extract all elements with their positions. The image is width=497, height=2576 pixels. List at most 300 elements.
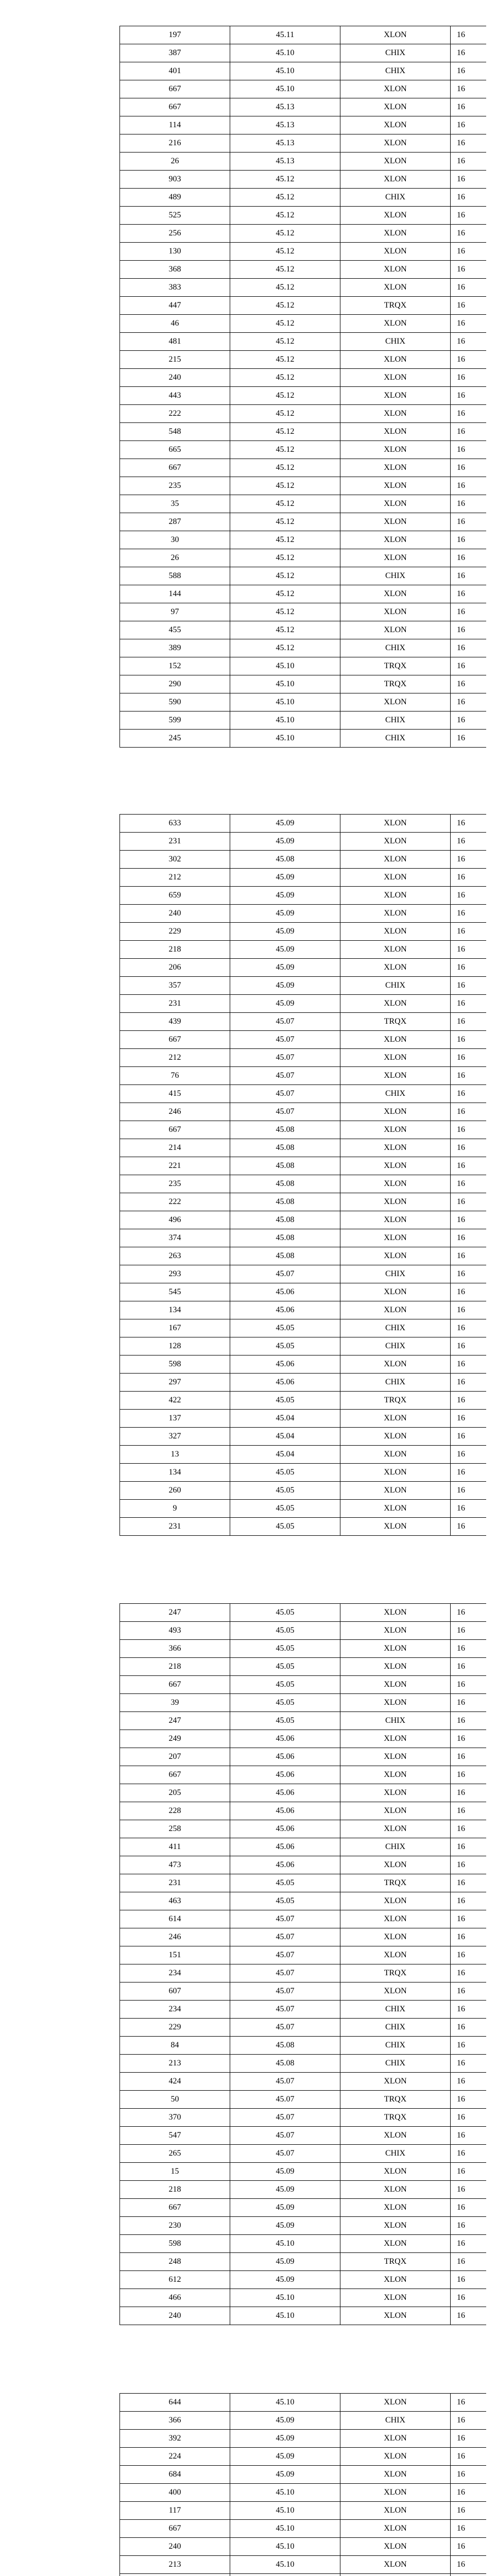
time-cell: 16	[451, 2502, 487, 2520]
venue-cell: CHIX	[340, 977, 451, 995]
time-cell: 16	[451, 2091, 487, 2109]
venue-cell: CHIX	[340, 1337, 451, 1355]
price-cell: 45.05	[230, 1500, 340, 1518]
venue-cell: XLON	[340, 693, 451, 711]
volume-cell: 290	[120, 675, 230, 693]
venue-cell: XLON	[340, 1748, 451, 1766]
table-row	[120, 1265, 487, 1283]
price-cell: 45.10	[230, 2235, 340, 2253]
price-cell: 45.09	[230, 815, 340, 833]
time-cell: 16	[451, 2466, 487, 2484]
venue-cell: XLON	[340, 2289, 451, 2307]
table-row	[120, 2019, 487, 2037]
volume-cell: 231	[120, 1874, 230, 1892]
price-cell: 45.04	[230, 1446, 340, 1464]
price-cell: 45.12	[230, 351, 340, 369]
price-cell: 45.09	[230, 2217, 340, 2235]
volume-cell: 207	[120, 1748, 230, 1766]
venue-cell: XLON	[340, 1067, 451, 1085]
time-cell: 16	[457, 2311, 465, 2320]
venue-cell: XLON	[340, 1229, 451, 1247]
volume-cell: 248	[120, 2253, 230, 2271]
price-cell: 45.07	[230, 1265, 340, 1283]
volume-cell: 607	[120, 1982, 230, 2001]
volume-cell: 213	[120, 2556, 230, 2574]
time-cell: 16	[451, 2055, 487, 2073]
table-row	[120, 711, 487, 730]
table-row	[120, 423, 487, 441]
venue-cell: XLON	[340, 1031, 451, 1049]
price-cell: 45.05	[230, 1622, 340, 1640]
table-row	[120, 1518, 487, 1536]
time-cell: 16	[451, 1301, 487, 1319]
price-cell: 45.05	[230, 1640, 340, 1658]
price-cell: 45.09	[230, 2181, 340, 2199]
table-row	[120, 1103, 487, 1121]
time-cell: 16	[451, 1874, 487, 1892]
time-cell: 16	[451, 1640, 487, 1658]
time-cell: 16	[451, 1157, 487, 1175]
venue-cell: XLON	[340, 1211, 451, 1229]
price-cell: 45.08	[230, 1211, 340, 1229]
table-row	[120, 2289, 487, 2307]
venue-cell: XLON	[340, 1640, 451, 1658]
venue-cell: TRQX	[340, 297, 451, 315]
table-row	[120, 1193, 487, 1211]
table-row	[120, 959, 487, 977]
price-cell: 45.10	[230, 675, 340, 693]
table-row	[120, 887, 487, 905]
table-row	[120, 1604, 487, 1622]
volume-cell: 117	[120, 2502, 230, 2520]
price-cell: 45.12	[230, 405, 340, 423]
table-row	[120, 1640, 487, 1658]
venue-cell: XLON	[340, 1802, 451, 1820]
time-cell: 16	[451, 2073, 487, 2091]
volume-cell: 297	[120, 1374, 230, 1392]
table-row	[120, 1964, 487, 1982]
table-row	[120, 62, 487, 80]
venue-cell: XLON	[340, 1157, 451, 1175]
venue-cell: CHIX	[340, 333, 451, 351]
price-cell: 45.09	[230, 869, 340, 887]
volume-cell: 667	[120, 459, 230, 477]
price-cell: 45.07	[230, 1982, 340, 2001]
table-row	[120, 1374, 487, 1392]
table-row	[120, 1283, 487, 1301]
time-cell: 16	[451, 1446, 487, 1464]
time-cell: 16	[451, 495, 487, 513]
price-cell: 45.10	[230, 2394, 340, 2412]
time-cell: 16	[451, 441, 487, 459]
volume-cell: 50	[120, 2091, 230, 2109]
volume-cell: 590	[120, 693, 230, 711]
venue-cell: TRQX	[340, 675, 451, 693]
price-cell: 45.13	[230, 134, 340, 152]
price-cell: 45.08	[230, 851, 340, 869]
venue-cell: XLON	[340, 2199, 451, 2217]
venue-cell: XLON	[340, 2271, 451, 2289]
venue-cell: XLON	[340, 815, 451, 833]
table-row	[120, 1856, 487, 1874]
time-cell: 16	[451, 869, 487, 887]
volume-cell: 197	[120, 26, 230, 44]
table-row	[120, 1748, 487, 1766]
price-cell: 45.07	[230, 2019, 340, 2037]
price-cell: 45.12	[230, 369, 340, 387]
time-cell: 16	[451, 2520, 487, 2538]
time-cell: 16	[451, 905, 487, 923]
time-cell: 16	[451, 207, 487, 225]
table-row	[120, 1730, 487, 1748]
time-cell: 16	[451, 1031, 487, 1049]
venue-cell: XLON	[340, 116, 451, 134]
time-cell: 16	[451, 657, 487, 675]
venue-cell: TRQX	[340, 1964, 451, 1982]
volume-cell: 368	[120, 261, 230, 279]
volume-cell: 387	[120, 44, 230, 62]
volume-cell: 134	[120, 1301, 230, 1319]
price-cell: 45.10	[230, 2520, 340, 2538]
price-cell: 45.06	[230, 1748, 340, 1766]
price-cell: 45.10	[230, 657, 340, 675]
price-cell: 45.07	[230, 1049, 340, 1067]
venue-cell: XLON	[340, 98, 451, 116]
table-row	[120, 549, 487, 567]
volume-cell: 144	[120, 585, 230, 603]
venue-cell: XLON	[340, 1928, 451, 1946]
volume-cell: 525	[120, 207, 230, 225]
price-cell: 45.12	[230, 261, 340, 279]
volume-cell: 443	[120, 387, 230, 405]
volume-cell: 293	[120, 1265, 230, 1283]
venue-cell: XLON	[340, 905, 451, 923]
time-cell: 16	[451, 675, 487, 693]
time-cell: 16	[451, 1838, 487, 1856]
price-cell: 45.10	[230, 2502, 340, 2520]
trade-table-page-3	[119, 1603, 486, 2325]
table-row	[120, 1784, 487, 1802]
table-row	[120, 1766, 487, 1784]
venue-cell: XLON	[340, 1410, 451, 1428]
venue-cell: CHIX	[340, 1085, 451, 1103]
price-cell: 45.06	[230, 1730, 340, 1748]
price-cell: 45.09	[230, 941, 340, 959]
venue-cell: TRQX	[340, 1013, 451, 1031]
time-cell: 16	[451, 711, 487, 730]
venue-cell: XLON	[340, 495, 451, 513]
table-row	[120, 1085, 487, 1103]
price-cell: 45.12	[230, 243, 340, 261]
time-cell: 16	[451, 1946, 487, 1964]
venue-cell: XLON	[340, 923, 451, 941]
venue-cell: XLON	[340, 1856, 451, 1874]
table-row	[120, 531, 487, 549]
table-row	[120, 2199, 487, 2217]
volume-cell: 424	[120, 2073, 230, 2091]
price-cell: 45.12	[230, 297, 340, 315]
volume-cell: 222	[120, 405, 230, 423]
time-cell: 16	[451, 1928, 487, 1946]
volume-cell: 218	[120, 1658, 230, 1676]
time-cell: 16	[451, 116, 487, 134]
volume-cell: 370	[120, 2109, 230, 2127]
time-cell: 16	[451, 995, 487, 1013]
venue-cell: XLON	[340, 959, 451, 977]
price-cell: 45.07	[230, 1964, 340, 1982]
venue-cell: XLON	[340, 2520, 451, 2538]
time-cell: 16	[451, 315, 487, 333]
venue-cell: TRQX	[340, 657, 451, 675]
price-cell: 45.12	[230, 423, 340, 441]
price-cell: 45.06	[230, 1802, 340, 1820]
price-cell: 45.07	[230, 1013, 340, 1031]
price-cell: 45.09	[230, 923, 340, 941]
volume-cell: 240	[120, 2538, 230, 2556]
venue-cell: XLON	[340, 1301, 451, 1319]
venue-cell: XLON	[340, 531, 451, 549]
table-row	[120, 2574, 487, 2576]
venue-cell: XLON	[340, 477, 451, 495]
volume-cell: 229	[120, 2019, 230, 2037]
time-cell: 16	[451, 2289, 487, 2307]
price-cell: 45.09	[230, 2412, 340, 2430]
table-row	[120, 2412, 487, 2430]
volume-cell: 547	[120, 2127, 230, 2145]
time-cell: 16	[451, 815, 487, 833]
volume-cell: 26	[120, 152, 230, 171]
venue-cell: XLON	[340, 369, 451, 387]
time-cell: 16	[451, 189, 487, 207]
time-cell: 16	[451, 1604, 487, 1622]
volume-cell: 473	[120, 1856, 230, 1874]
table-row	[120, 225, 487, 243]
time-cell: 16	[451, 2484, 487, 2502]
venue-cell: CHIX	[340, 1712, 451, 1730]
volume-cell: 229	[120, 923, 230, 941]
time-cell: 16	[451, 1784, 487, 1802]
volume-cell: 357	[120, 977, 230, 995]
price-cell: 45.09	[230, 887, 340, 905]
price-cell: 45.12	[230, 315, 340, 333]
venue-cell: XLON	[340, 1658, 451, 1676]
volume-cell: 137	[120, 1410, 230, 1428]
volume-cell: 216	[120, 134, 230, 152]
price-cell: 45.06	[230, 1856, 340, 1874]
price-cell: 45.09	[230, 977, 340, 995]
venue-cell: XLON	[340, 833, 451, 851]
venue-cell: XLON	[340, 1730, 451, 1748]
table-row	[120, 1712, 487, 1730]
table-row	[120, 639, 487, 657]
volume-cell: 249	[120, 1730, 230, 1748]
price-cell: 45.12	[230, 387, 340, 405]
venue-cell: CHIX	[340, 711, 451, 730]
volume-cell: 224	[120, 2448, 230, 2466]
price-cell: 45.09	[230, 2199, 340, 2217]
price-cell: 45.10	[230, 711, 340, 730]
price-cell: 45.09	[230, 995, 340, 1013]
volume-cell: 221	[120, 1157, 230, 1175]
venue-cell: CHIX	[340, 62, 451, 80]
time-cell: 16	[451, 941, 487, 959]
price-cell: 45.10	[230, 693, 340, 711]
table-row	[120, 869, 487, 887]
time-cell: 16	[451, 2556, 487, 2574]
table-row	[120, 730, 487, 748]
volume-cell: 263	[120, 1247, 230, 1265]
table-row	[120, 2271, 487, 2289]
table-row	[120, 2466, 487, 2484]
time-cell: 16	[451, 80, 487, 98]
price-cell: 45.05	[230, 1464, 340, 1482]
volume-cell: 97	[120, 603, 230, 621]
table-row	[120, 1946, 487, 1964]
price-cell: 45.12	[230, 207, 340, 225]
time-cell: 16	[451, 1067, 487, 1085]
volume-cell: 235	[120, 477, 230, 495]
table-row	[120, 1838, 487, 1856]
time-cell: 16	[451, 1374, 487, 1392]
time-cell: 16	[451, 1283, 487, 1301]
venue-cell: CHIX	[340, 639, 451, 657]
table-row	[120, 1500, 487, 1518]
time-cell: 16	[451, 1175, 487, 1193]
price-cell: 45.10	[230, 2307, 340, 2325]
venue-cell: XLON	[340, 1121, 451, 1139]
time-cell: 16	[451, 1500, 487, 1518]
venue-cell: XLON	[340, 1766, 451, 1784]
volume-cell: 588	[120, 567, 230, 585]
volume-cell: 15	[120, 2163, 230, 2181]
table-row	[120, 1211, 487, 1229]
venue-cell: XLON	[340, 2448, 451, 2466]
time-cell: 16	[451, 2181, 487, 2199]
venue-cell: XLON	[340, 2466, 451, 2484]
volume-cell: 667	[120, 1031, 230, 1049]
time-cell: 16	[451, 1766, 487, 1784]
table-row	[120, 1175, 487, 1193]
time-cell: 16	[451, 1121, 487, 1139]
volume-cell: 415	[120, 1085, 230, 1103]
time-cell: 16	[451, 225, 487, 243]
venue-cell: CHIX	[340, 730, 451, 748]
table-row	[120, 2127, 487, 2145]
volume-cell: 374	[120, 1229, 230, 1247]
price-cell: 45.10	[230, 2289, 340, 2307]
volume-cell: 215	[120, 351, 230, 369]
venue-cell: XLON	[340, 513, 451, 531]
volume-cell: 240	[120, 905, 230, 923]
time-cell: 16	[451, 977, 487, 995]
time-cell: 16	[451, 2001, 487, 2019]
table-row	[120, 851, 487, 869]
time-cell: 16	[451, 2163, 487, 2181]
volume-cell: 400	[120, 2484, 230, 2502]
volume-cell: 903	[120, 171, 230, 189]
price-cell: 45.08	[230, 1139, 340, 1157]
venue-cell: XLON	[340, 869, 451, 887]
price-cell: 45.09	[230, 959, 340, 977]
volume-cell: 206	[120, 959, 230, 977]
time-cell: 16	[451, 279, 487, 297]
volume-cell: 114	[120, 116, 230, 134]
venue-cell: XLON	[340, 2394, 451, 2412]
venue-cell: CHIX	[340, 1374, 451, 1392]
table-row	[120, 905, 487, 923]
time-cell: 16	[451, 959, 487, 977]
venue-cell: XLON	[340, 1139, 451, 1157]
table-row	[120, 1319, 487, 1337]
venue-cell: XLON	[340, 1103, 451, 1121]
table-row	[120, 261, 487, 279]
time-cell: 16	[451, 1193, 487, 1211]
venue-cell: XLON	[340, 26, 451, 44]
time-cell: 16	[451, 1319, 487, 1337]
time-cell: 16	[451, 297, 487, 315]
venue-cell: XLON	[340, 887, 451, 905]
price-cell: 45.07	[230, 1946, 340, 1964]
price-cell: 45.06	[230, 1355, 340, 1374]
venue-cell: XLON	[340, 1892, 451, 1910]
venue-cell: XLON	[340, 1622, 451, 1640]
venue-cell: XLON	[340, 2307, 451, 2325]
venue-cell: CHIX	[340, 2412, 451, 2430]
time-cell: 16	[451, 152, 487, 171]
time-cell: 16	[451, 1085, 487, 1103]
volume-cell: 302	[120, 851, 230, 869]
volume-cell: 447	[120, 297, 230, 315]
volume-cell: 245	[120, 730, 230, 748]
table-row	[120, 815, 487, 833]
time-cell: 16	[451, 531, 487, 549]
venue-cell: XLON	[340, 549, 451, 567]
table-row	[120, 2307, 487, 2325]
time-cell: 16	[451, 2235, 487, 2253]
time-cell: 16	[451, 585, 487, 603]
price-cell: 45.12	[230, 189, 340, 207]
venue-cell: XLON	[340, 603, 451, 621]
table-row	[120, 1157, 487, 1175]
price-cell: 45.05	[230, 1658, 340, 1676]
venue-cell: XLON	[340, 1946, 451, 1964]
table-row	[120, 26, 487, 44]
volume-cell: 39	[120, 1694, 230, 1712]
price-cell: 45.05	[230, 1874, 340, 1892]
venue-cell: CHIX	[340, 567, 451, 585]
volume-cell: 228	[120, 1802, 230, 1820]
venue-cell: XLON	[340, 2484, 451, 2502]
volume-cell: 383	[120, 279, 230, 297]
time-cell: 16	[451, 1103, 487, 1121]
venue-cell: XLON	[340, 2235, 451, 2253]
volume-cell: 667	[120, 1766, 230, 1784]
table-row	[120, 2181, 487, 2199]
volume-cell: 366	[120, 1640, 230, 1658]
table-row	[120, 315, 487, 333]
table-row	[120, 2217, 487, 2235]
table-row	[120, 2235, 487, 2253]
price-cell: 45.06	[230, 1374, 340, 1392]
price-cell: 45.12	[230, 639, 340, 657]
price-cell: 45.09	[230, 833, 340, 851]
venue-cell: CHIX	[340, 1319, 451, 1337]
volume-cell: 684	[120, 2466, 230, 2484]
table-row	[120, 405, 487, 423]
price-cell: 45.05	[230, 1337, 340, 1355]
table-row	[120, 1301, 487, 1319]
table-row	[120, 1355, 487, 1374]
